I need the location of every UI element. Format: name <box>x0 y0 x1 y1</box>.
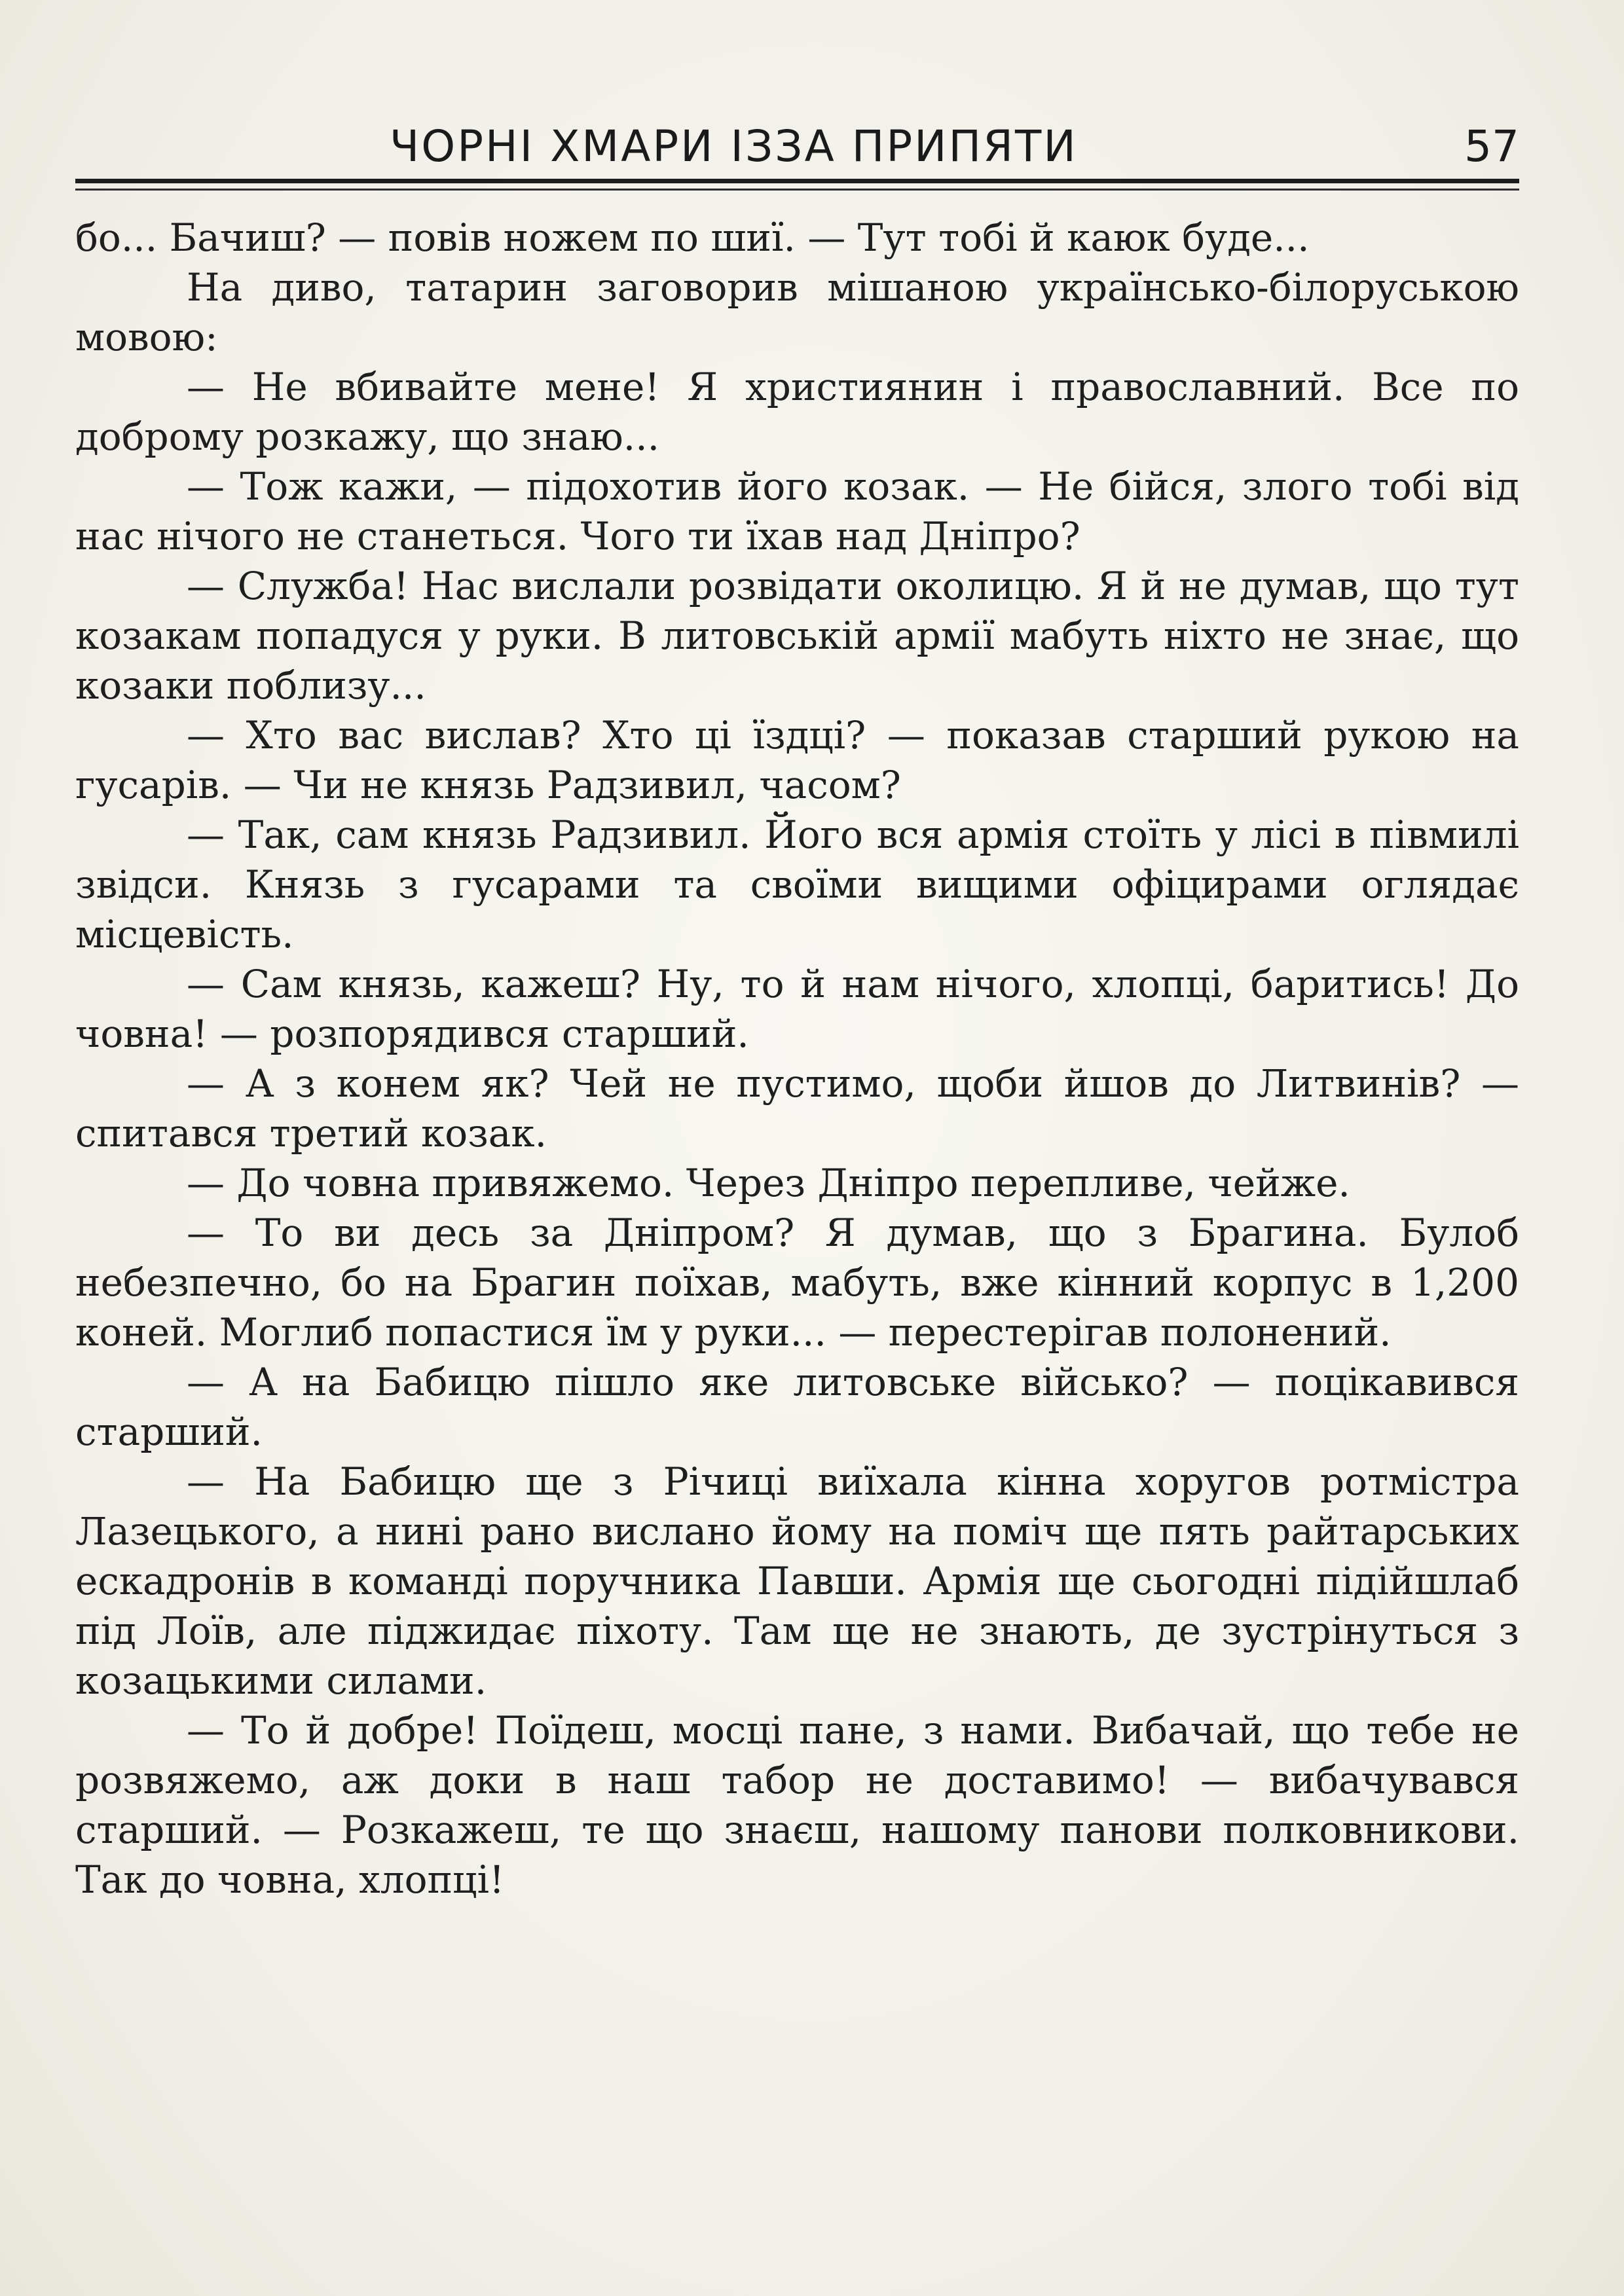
header-rule-thin <box>75 189 1519 191</box>
paragraph: — Сам князь, кажеш? Ну, то й нам нічого, хлопці, баритись! До човна! — розпорядився старший. <box>75 962 1519 1056</box>
paragraph: — Так, сам князь Радзивил. Його вся армія стоїть у лісі в півмилі звідси. Князь з гусарами та своїми вищими офіцирами оглядає місцевість. <box>75 812 1519 957</box>
paragraph: — На Бабицю ще з Річиці виїхала кінна хоругов ротмістра Лазецького, а нині рано вислано йому на поміч ще пять райтарських ескадронів в команді поручника Павши. Армія ще сьогодні підійшлаб під Лоїв, але пiджидає піхоту. Там ще не знають, де зустрінуться з козацькими силами. <box>75 1459 1519 1703</box>
header-rule-thick <box>75 179 1519 183</box>
paragraph: — Не вбивайте мене! Я християнин і православний. Все по доброму розкажу, що знаю... <box>75 365 1519 459</box>
page-number: 57 <box>1464 121 1519 172</box>
paragraph: бо... Бачиш? — повів ножем по шиї. — Тут тобі й каюк буде... <box>75 215 1310 260</box>
paragraph: — То й добре! Поїдеш, мосці пане, з нами. Вибачай, що тебе не розвяжемо, аж доки в наш табор не доставимо! — вибачувався старший. — Розкажеш, те що знаєш, нашому панови полковникови. Так до човна, хлопці! <box>75 1708 1519 1902</box>
paragraph: — То ви десь за Дніпром? Я думав, що з Брагина. Булоб небезпечно, бо на Брагин поїхав, мабуть, вже кінний корпус в 1,200 коней. Моглиб попастися їм у руки... — перестерігав полонений. <box>75 1211 1519 1355</box>
paragraph: На диво, татарин заговорив мішаною українсько-білоруською мовою: <box>75 265 1519 359</box>
paragraph: — А з конем як? Чей не пустимо, щоби йшов до Литвинів? — спитався третий козак. <box>75 1061 1519 1156</box>
paragraph: — До човна привяжемо. Через Дніпро перепливе, чейже. <box>187 1161 1350 1205</box>
page-header <box>75 115 1519 187</box>
body-text <box>75 213 1519 1904</box>
running-title: ЧОРНІ ХМАРИ ІЗЗА ПРИПЯТИ <box>390 121 1078 172</box>
paragraph: — Служба! Нас вислали розвідати околицю. Я й не думав, що тут козакам попадуся у руки. В литовській армії мабуть ніхто не знає, що козаки поблизу... <box>75 564 1519 708</box>
paragraph: — А на Бабицю пішло яке литовське військо? — поцікавився старший. <box>75 1360 1519 1454</box>
paragraph: — Тож кажи, — підохотив його козак. — Не бійся, злого тобі від нас нічого не станеться. Чого ти їхав над Дніпро? <box>75 464 1519 558</box>
paragraph: — Хто вас вислав? Хто ці їздці? — показав старший рукою на гусарів. — Чи не князь Радзивил, часом? <box>75 713 1519 807</box>
